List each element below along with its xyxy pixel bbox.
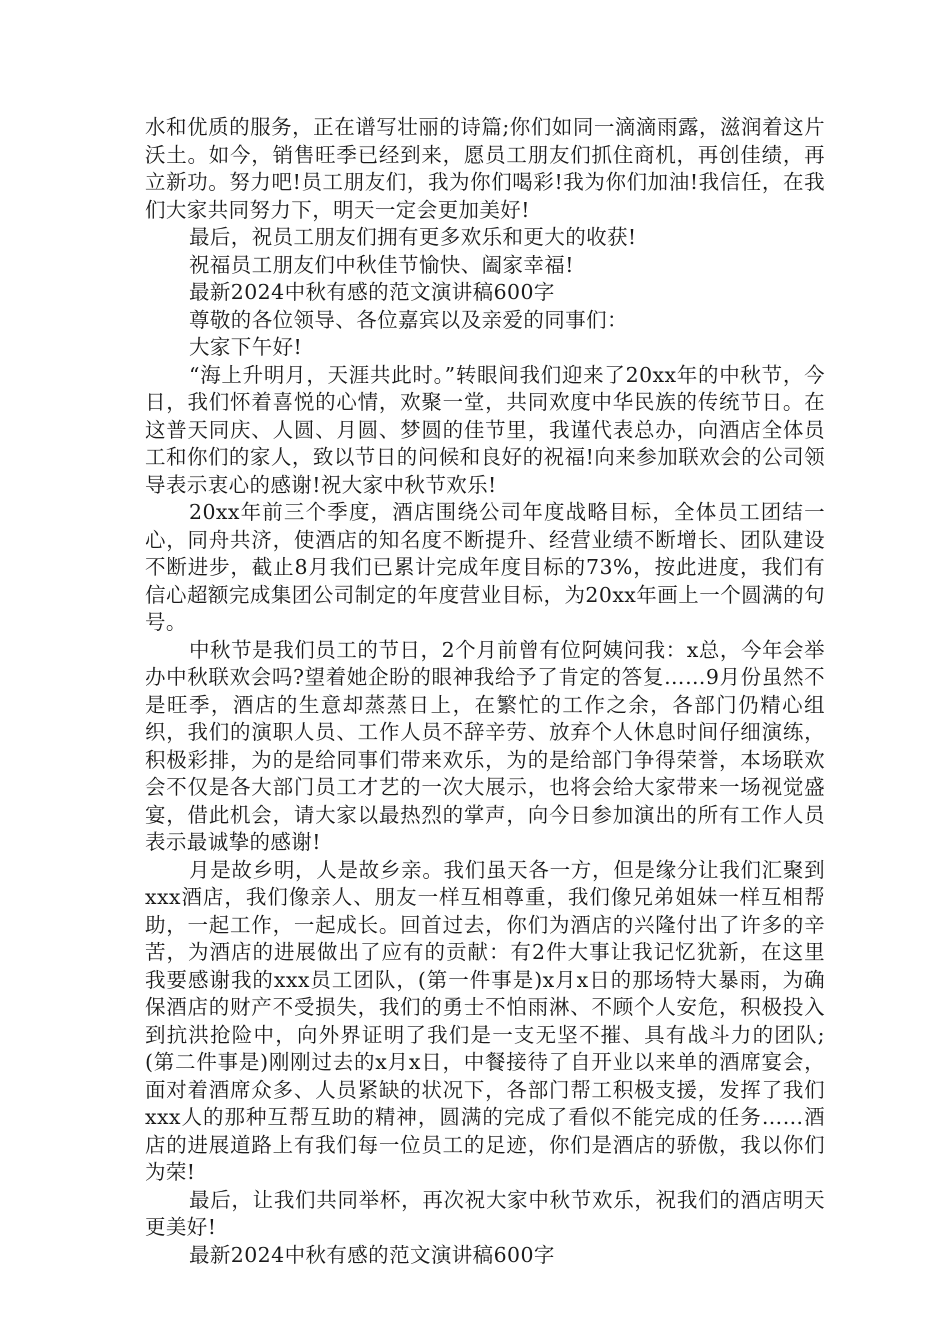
paragraph-wishes-holiday: 祝福员工朋友们中秋佳节愉快、阖家幸福! — [189, 252, 574, 277]
paragraph-gala: 中秋节是我们员工的节日，2个月前曾有位阿姨问我：x总，今年会举办中秋联欢会吗?望着她企盼的眼神我给予了肯定的答复……9月份虽然不是旺季，酒店的生意却蒸蒸日上，在繁忙的工作之余，各部门仍精心组织，我们的演职人员、工作人员不辞辛劳、放弃个人休息时间仔细演练，积极彩排，为的是给同事们带来欢乐，为的是给部门争得荣誉，本场联欢会不仅是各大部门员工才艺的一次大展示，也将会给大家带来一场视觉盛宴，借此机会，请大家以最热烈的掌声，向今日参加演出的所有工作人员表示最诚挚的感谢! — [145, 637, 825, 854]
paragraph-intro: “海上升明月，天涯共此时。”转眼间我们迎来了20xx年的中秋节，今日，我们怀着喜悦的心情，欢聚一堂，共同欢度中华民族的传统节日。在这普天同庆、人圆、月圆、梦圆的佳节里，我谨代表总办，向酒店全体员工和你们的家人，致以节日的问候和良好的祝福!向来参加联欢会的公司领导表示衷心的感谢!祝大家中秋节欢乐! — [145, 362, 825, 497]
paragraph-memories: 月是故乡明，人是故乡亲。我们虽天各一方，但是缘分让我们汇聚到xxx酒店，我们像亲人、朋友一样互相尊重，我们像兄弟姐妹一样互相帮助，一起工作，一起成长。回首过去，你们为酒店的兴隆付出了许多的辛苦，为酒店的进展做出了应有的贡献：有2件大事让我记忆犹新，在这里我要感谢我的xxx员工团队，(第一件事是)x月x日的那场特大暴雨，为确保酒店的财产不受损失，我们的勇士不怕雨淋、不顾个人安危，积极投入到抗洪抢险中，向外界证明了我们是一支无坚不摧、具有战斗力的团队;(第二件事是)刚刚过去的x月x日，中餐接待了自开业以来单的酒席宴会，面对着酒席众多、人员紧缺的状况下，各部门帮工积极支援，发挥了我们xxx人的那种互帮互助的精神，圆满的完成了看似不能完成的任务……酒店的进展道路上有我们每一位员工的足迹，你们是酒店的骄傲，我以你们为荣! — [145, 857, 825, 1184]
document-body — [145, 114, 825, 1269]
greeting: 大家下午好! — [189, 335, 303, 359]
paragraph-toast: 最后，让我们共同举杯，再次祝大家中秋节欢乐，祝我们的酒店明天更美好! — [145, 1187, 825, 1239]
salutation: 尊敬的各位领导、各位嘉宾以及亲爱的同事们： — [189, 307, 628, 332]
paragraph-wishes-harvest: 最后，祝员工朋友们拥有更多欢乐和更大的收获! — [189, 225, 637, 249]
section-title-repeat: 最新2024中秋有感的范文演讲稿600字 — [189, 1242, 555, 1267]
paragraph-performance: 20xx年前三个季度，酒店围绕公司年度战略目标，全体员工团结一心，同舟共济，使酒店的知名度不断提升、经营业绩不断增长、团队建设不断进步，截止8月我们已累计完成年度目标的73%，按此进度，我们有信心超额完成集团公司制定的年度营业目标，为20xx年画上一个圆满的句号。 — [145, 500, 825, 634]
section-title: 最新2024中秋有感的范文演讲稿600字 — [189, 280, 555, 304]
paragraph-opening-continuation: 水和优质的服务，正在谱写壮丽的诗篇;你们如同一滴滴雨露，滋润着这片沃土。如今，销售旺季已经到来，愿员工朋友们抓住商机，再创佳绩，再立新功。努力吧!员工朋友们，我为你们喝彩!我为你们加油!我信任，在我们大家共同努力下，明天一定会更加美好! — [145, 115, 825, 222]
